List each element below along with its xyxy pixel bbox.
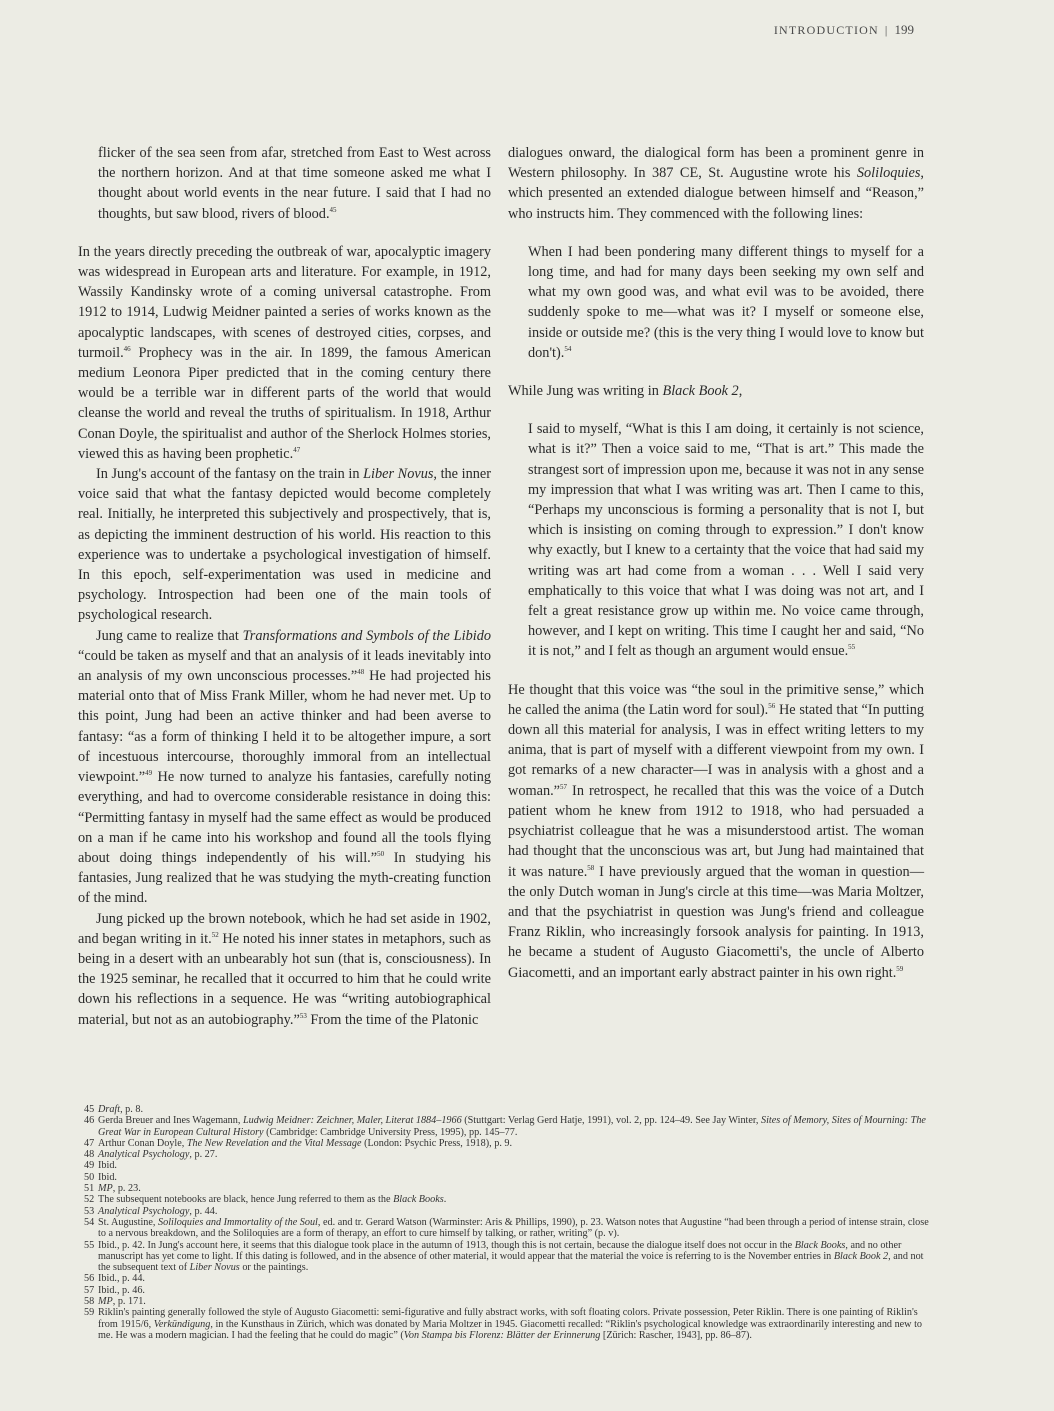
text: MP — [98, 1183, 113, 1195]
text: Ibid., p. 42. In Jung's account here, it seems that this dialogue took place in the autumn of 1913, though this is not certain, because the dialogue itself does not occur in the — [98, 1239, 795, 1251]
footnote-number: 50 — [84, 1171, 95, 1183]
book-title: Soliloquies — [856, 165, 921, 182]
text: Black Books — [794, 1239, 846, 1251]
text: Ibid., p. 44. — [98, 1273, 145, 1285]
text: , — [738, 383, 743, 400]
footnote-ref[interactable]: 47 — [293, 446, 301, 455]
text: Draft — [98, 1104, 121, 1115]
footnote — [84, 1172, 930, 1183]
footnote-number: 56 — [84, 1273, 95, 1285]
text: . — [443, 1194, 447, 1206]
text: The subsequent notebooks are black, hence Jung referred to them as the — [98, 1194, 394, 1206]
text: Von Stampa bis Florenz: Blätter der Erinnerung — [403, 1329, 601, 1341]
text: While Jung was writing in — [508, 383, 663, 400]
text: Analytical Psychology — [98, 1149, 190, 1161]
footnote-ref[interactable]: 49 — [145, 769, 153, 778]
text: (Stuttgart: Verlag Gerd Hatje, 1991), vol. 2, pp. 124–49. See Jay Winter, — [461, 1115, 761, 1127]
paragraph — [78, 242, 491, 464]
text: I have previously argued that the woman in question—the only Dutch woman in Jung's circle at this time—was Maria Moltzer, and that the psychiatrist in question was Jung's friend and colleague Franz Riklin, who increasingly forsook analysis for painting. In 1913, he became a student of Augusto Giacometti's, the uncle of Alberto Giacometti, and an important early abstract painter in his own right. — [508, 863, 924, 981]
book-title: Black Book 2 — [662, 383, 739, 400]
footnote-ref[interactable]: 45 — [329, 205, 337, 214]
text: Liber Novus — [189, 1262, 240, 1274]
section-title: INTRODUCTION — [773, 23, 879, 37]
text: In Jung's account of the fantasy on the train in — [96, 466, 364, 483]
text: (London: Psychic Press, 1918), p. 9. — [361, 1137, 513, 1149]
text: Ibid., p. 46. — [98, 1284, 145, 1296]
text: , p. 23. — [112, 1183, 141, 1195]
paragraph — [508, 381, 924, 401]
footnote-number: 54 — [84, 1216, 95, 1228]
quote-text: When I had been pondering many different things to myself for a long time, and had for many days been seeking my own self and what my own good was, and what evil was to be avoided, there suddenly spoke to me—what was it? I myself or someone else, inside or outside me? (this is the very thing I would love to know but don't). — [528, 243, 924, 361]
text: Sites of Memory, Sites of Mourning: The Great War in European Cultural History — [98, 1115, 926, 1138]
text: (Cambridge: Cambridge University Press, 1995), pp. 145–77. — [263, 1126, 518, 1138]
footnote-number: 51 — [84, 1183, 95, 1195]
text: Riklin's painting generally followed the style of Augusto Giacometti: semi-figurative and fully abstract works, with soft floating colors. Private possession, Peter Riklin. There is one painting of Riklin's from 1915/6, — [98, 1307, 918, 1330]
text: Ibid. — [98, 1160, 117, 1172]
paragraph — [508, 680, 924, 983]
footnote-ref[interactable]: 57 — [560, 782, 568, 791]
text: He thought that this voice was “the soul in the primitive sense,” which he called the anima (the Latin word for soul). — [508, 681, 924, 718]
text: Verkündigung — [153, 1318, 211, 1330]
footnote — [84, 1285, 930, 1296]
header-separator: | — [884, 23, 889, 37]
text: St. Augustine, — [98, 1216, 159, 1228]
footnote-number: 52 — [84, 1194, 95, 1206]
text: dialogues onward, the dialogical form has been a prominent genre in Western philosophy. In 387 CE, St. Augustine wrote his — [508, 145, 924, 182]
text: , p. 44. — [189, 1205, 218, 1217]
footnote — [84, 1149, 930, 1160]
text: Ludwig Meidner: Zeichner, Maler, Literat 1884–1966 — [242, 1115, 462, 1127]
footnote-ref[interactable]: 52 — [211, 930, 219, 939]
footnote — [84, 1183, 930, 1194]
text: Gerda Breuer and Ines Wagemann, — [98, 1115, 243, 1127]
footnote-ref[interactable]: 58 — [587, 863, 595, 872]
text: In retrospect, he recalled that this was the voice of a Dutch patient whom he knew from 1912 to 1918, who had persuaded a psychiatrist colleague that he was a misunderstood artist. The woman had thought that the unconscious was art, but Jung had maintained that it was nature. — [508, 782, 924, 880]
footnote-number: 53 — [84, 1205, 95, 1217]
text: , which presented an extended dialogue between himself and “Reason,” who instructs him. They commenced with the following lines: — [508, 165, 924, 222]
text: Arthur Conan Doyle, — [98, 1137, 187, 1149]
text: [Zürich: Rascher, 1943], pp. 86–87). — [600, 1329, 752, 1341]
footnote-number: 55 — [84, 1239, 95, 1251]
footnote — [84, 1240, 930, 1274]
block-quote — [98, 143, 491, 224]
block-quote — [528, 242, 924, 363]
footnote-number: 46 — [84, 1115, 95, 1127]
text: He now turned to analyze his fantasies, carefully noting everything, and had to overcome considerable resistance in doing this: “Permitting fantasy in myself had the same effect as would be produced on a man if he came into his workshop and found all the tools flying about doing things independently of his will.” — [78, 769, 491, 866]
text: , ed. and tr. Gerard Watson (Warminster: Aris & Phillips, 1990), p. 23. Watson notes that Augustine “had been through a period of intense strain, close to a nervous breakdown, and the Soliloquies are a form of therapy, an effort to cure himself by talking, or rather, writing” (p. v). — [98, 1216, 929, 1240]
footnote — [84, 1115, 930, 1138]
text: , in the Kunsthaus in Zürich, which was donated by Maria Moltzer in 1945. Giacometti recalled: “Riklin's psychological knowledge was extraordinarily interesting and new to me. He was a modern magician. I had the feeling that he could do magic” ( — [98, 1318, 923, 1341]
left-column — [78, 143, 491, 1030]
running-header — [774, 22, 914, 38]
quote-text: flicker of the sea seen from afar, stretched from East to West across the northern horizon. And at that time someone asked me what I thought about world events in the near future. I said that I had no thoughts, but saw blood, rivers of blood. — [98, 145, 491, 222]
text: , p. 27. — [189, 1149, 218, 1161]
text: In the years directly preceding the outbreak of war, apocalyptic imagery was widespread in European arts and literature. For example, in 1912, Wassily Kandinsky wrote of a coming universal catastrophe. From 1912 to 1914, Ludwig Meidner painted a series of works known as the apocalyptic landscapes, with scenes of destroyed cities, corpses, and turmoil. — [78, 243, 491, 361]
footnote-number: 47 — [84, 1137, 95, 1149]
footnote — [84, 1138, 930, 1149]
block-quote — [528, 419, 924, 661]
text: Jung came to realize that — [96, 627, 243, 644]
footnote-ref[interactable]: 59 — [896, 964, 904, 973]
text: , the inner voice said that what the fantasy depicted would become completely real. Initially, he interpreted this subjectively and prospectively, that is, as depicting the imminent destruction of his world. His reaction to this experience was to undertake a psychological investigation of himself. In this epoch, self-experimentation was used in medicine and psychology. Introspection had been one of the main tools of psychological research. — [78, 466, 491, 624]
text: “could be taken as myself and that an analysis of it leads inevitably into an analysis of my own unconscious processes.” — [78, 647, 491, 685]
book-title: Transformations and Symbols of the Libido — [242, 627, 491, 644]
footnote — [84, 1206, 930, 1217]
footnote — [84, 1296, 930, 1307]
footnote — [84, 1104, 930, 1115]
text: In studying his fantasies, Jung realized that he was studying the myth-creating function of the mind. — [78, 849, 491, 907]
paragraph — [78, 626, 491, 909]
book-title: Liber Novus — [363, 466, 434, 483]
text: MP — [98, 1296, 113, 1308]
footnote-ref[interactable]: 56 — [768, 702, 776, 711]
text: , p. 8. — [120, 1104, 143, 1115]
text: Jung picked up the brown notebook, which he had set aside in 1902, and began writing in it. — [78, 910, 491, 947]
footnote-ref[interactable]: 50 — [377, 850, 385, 859]
text: , and no other manuscript has yet come to light. If this dating is followed, and in the absence of other material, it would appear that the material the voice is referring to is the November entries in — [98, 1239, 902, 1262]
text: Ibid. — [98, 1171, 117, 1183]
footnote-ref[interactable]: 53 — [299, 1011, 307, 1020]
footnote-ref[interactable]: 54 — [564, 345, 572, 354]
footnote — [84, 1194, 930, 1205]
text: Analytical Psychology — [98, 1205, 190, 1217]
right-column — [508, 143, 924, 983]
text: Black Book 2 — [833, 1250, 889, 1262]
footnote-number: 57 — [84, 1284, 95, 1296]
footnote — [84, 1273, 930, 1284]
footnote-number: 58 — [84, 1296, 95, 1308]
text: Black Books — [393, 1194, 444, 1206]
text: He noted his inner states in metaphors, such as being in a desert with an unbearably hot sun (that is, consciousness). In the 1925 seminar, he recalled that it occurred to him that he could write down his reflections in a sequence. He was “writing autobiographical material, but not as an autobiography.” — [78, 930, 491, 1028]
page-number: 199 — [894, 22, 914, 37]
text: Soliloquies and Immortality of the Soul — [158, 1216, 318, 1228]
footnote-ref[interactable]: 55 — [848, 643, 856, 652]
text: The New Revelation and the Vital Message — [186, 1137, 362, 1149]
footnote-number: 59 — [84, 1307, 95, 1319]
paragraph — [78, 909, 491, 1030]
text: He had projected his material onto that of Miss Frank Miller, whom he had never met. Up to this point, Jung had been an active thinker and had been averse to fantasy: “as a form of thinking I held it to be altogether impure, a sort of incestuous intercourse, thoroughly immoral from an intellectual viewpoint.” — [78, 668, 492, 786]
footnote-number: 45 — [84, 1104, 95, 1115]
footnote — [84, 1160, 930, 1171]
footnote — [84, 1217, 930, 1240]
text: , and not the subsequent text of — [98, 1250, 924, 1274]
footnote-ref[interactable]: 46 — [123, 345, 131, 354]
paragraph — [78, 464, 491, 626]
footnote-number: 49 — [84, 1160, 95, 1172]
quote-text: I said to myself, “What is this I am doing, it certainly is not science, what is it?” Then a voice said to me, “That is art.” This made the strangest sort of impression upon me, because it was not in any sense my impression that what I was writing was art. Then I came to this, “Perhaps my unconscious is forming a personality that is not I, but which is insisting on coming through to expression.” I don't know why exactly, but I knew to a certainty that the voice that had said my writing was art had come from a woman . . . Well I said very emphatically to this voice that what I was doing was not art, and I felt a great resistance grow up within me. No voice came through, however, and I kept on writing. This time I caught her and said, “No it is not,” and I felt as though an argument would ensue. — [528, 421, 924, 660]
text: , p. 171. — [112, 1296, 146, 1308]
text: From the time of the Platonic — [306, 1011, 479, 1028]
footnotes — [84, 1104, 930, 1341]
footnote — [84, 1307, 930, 1341]
footnote-number: 48 — [84, 1149, 95, 1161]
text: Prophecy was in the air. In 1899, the famous American medium Leonora Piper predicted that in the coming century there would be a terrible war in different parts of the world that would cleanse the world and reveal the truths of spiritualism. In 1918, Arthur Conan Doyle, the spiritualist and author of the Sherlock Holmes stories, viewed this as having been prophetic. — [78, 344, 491, 462]
text: He stated that “In putting down all this material for analysis, I was in effect writing letters to my anima, that is part of myself with a different viewpoint from my own. I got remarks of a new character—I was in analysis with a ghost and a woman.” — [508, 701, 924, 799]
paragraph — [508, 143, 924, 224]
text: or the paintings. — [239, 1262, 309, 1274]
footnote-ref[interactable]: 48 — [357, 668, 365, 677]
